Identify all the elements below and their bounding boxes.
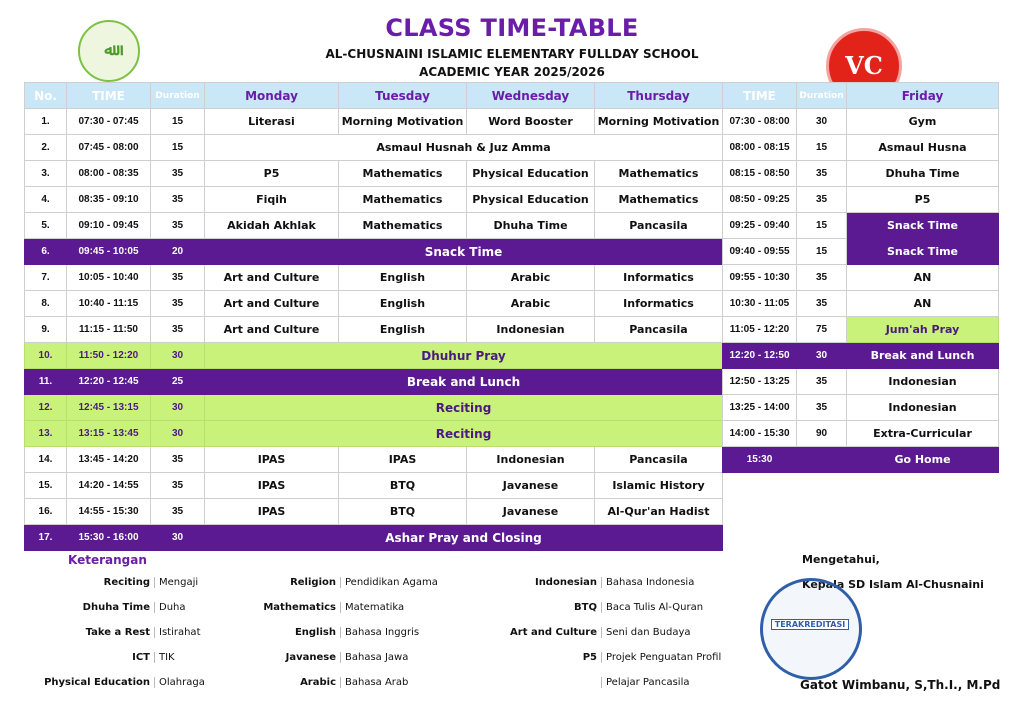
friday-activity: Go Home — [847, 447, 999, 473]
row-duration: 20 — [151, 239, 205, 265]
monday-cell: Akidah Akhlak — [205, 213, 339, 239]
friday-time: 09:55 - 10:30 — [723, 265, 797, 291]
row-time: 15:30 - 16:00 — [67, 525, 151, 551]
friday-duration: 15 — [797, 213, 847, 239]
row-number: 2. — [25, 135, 67, 161]
friday-time: 08:00 - 08:15 — [723, 135, 797, 161]
legend-definition: TIK — [154, 652, 175, 663]
row-duration: 35 — [151, 291, 205, 317]
friday-row — [723, 343, 999, 369]
friday-duration: 15 — [797, 135, 847, 161]
header-no: No. — [25, 83, 67, 109]
table-row — [25, 317, 723, 343]
legend-term: ICT — [132, 652, 150, 663]
school-stamp — [760, 578, 862, 680]
table-row — [25, 499, 723, 525]
row-number: 9. — [25, 317, 67, 343]
row-time: 12:45 - 13:15 — [67, 395, 151, 421]
friday-time: 12:20 - 12:50 — [723, 343, 797, 369]
friday-activity: Snack Time — [847, 213, 999, 239]
legend-definition: Duha — [154, 602, 186, 613]
thursday-cell: Mathematics — [595, 187, 723, 213]
row-duration: 35 — [151, 447, 205, 473]
friday-time: 15:30 — [723, 447, 797, 473]
friday-time: 08:50 - 09:25 — [723, 187, 797, 213]
legend-definition: Olahraga — [154, 677, 205, 688]
row-time: 12:20 - 12:45 — [67, 369, 151, 395]
table-row — [25, 447, 723, 473]
tuesday-cell: English — [339, 317, 467, 343]
principal-name: Gatot Wimbanu, S,Th.I., M.Pd — [800, 678, 1001, 692]
row-duration: 35 — [151, 213, 205, 239]
friday-time: 09:40 - 09:55 — [723, 239, 797, 265]
monday-cell: IPAS — [205, 499, 339, 525]
tuesday-cell: Mathematics — [339, 161, 467, 187]
friday-activity: Jum'ah Pray — [847, 317, 999, 343]
row-activity: Snack Time — [205, 239, 723, 265]
friday-activity: Asmaul Husna — [847, 135, 999, 161]
wednesday-cell: Javanese — [467, 473, 595, 499]
legend-definition: Seni dan Budaya — [601, 627, 691, 638]
friday-time: 12:50 - 13:25 — [723, 369, 797, 395]
logo-text: ﷲ — [104, 40, 114, 59]
timetable-friday — [722, 82, 999, 473]
wednesday-cell: Javanese — [467, 499, 595, 525]
row-number: 15. — [25, 473, 67, 499]
row-duration: 25 — [151, 369, 205, 395]
friday-activity: Extra-Curricular — [847, 421, 999, 447]
header-wednesday: Wednesday — [467, 83, 595, 109]
legend-definition: Projek Penguatan Profil — [601, 652, 721, 663]
row-time: 13:15 - 13:45 — [67, 421, 151, 447]
row-duration: 30 — [151, 395, 205, 421]
legend-definition: Pendidikan Agama — [340, 577, 438, 588]
tuesday-cell: English — [339, 265, 467, 291]
row-time: 13:45 - 14:20 — [67, 447, 151, 473]
friday-row — [723, 421, 999, 447]
table-row — [25, 473, 723, 499]
friday-time: 14:00 - 15:30 — [723, 421, 797, 447]
legend-definition: Bahasa Inggris — [340, 627, 419, 638]
legend-term: Indonesian — [534, 577, 597, 588]
wednesday-cell: Physical Education — [467, 161, 595, 187]
tuesday-cell: Mathematics — [339, 213, 467, 239]
friday-row — [723, 265, 999, 291]
row-number: 3. — [25, 161, 67, 187]
row-duration: 30 — [151, 421, 205, 447]
legend-term: English — [294, 627, 336, 638]
legend-heading: Keterangan — [68, 553, 147, 567]
tuesday-cell: Mathematics — [339, 187, 467, 213]
friday-activity: Break and Lunch — [847, 343, 999, 369]
row-time: 08:00 - 08:35 — [67, 161, 151, 187]
legend-term: BTQ — [574, 602, 597, 613]
row-time: 07:45 - 08:00 — [67, 135, 151, 161]
wednesday-cell: Arabic — [467, 291, 595, 317]
header-friday-duration: Duration — [797, 83, 847, 109]
friday-duration: 15 — [797, 239, 847, 265]
legend-definition: Bahasa Indonesia — [601, 577, 694, 588]
friday-row — [723, 109, 999, 135]
legend-definition: Istirahat — [154, 627, 200, 638]
legend-term: Art and Culture — [510, 627, 597, 638]
friday-row — [723, 317, 999, 343]
row-time: 10:05 - 10:40 — [67, 265, 151, 291]
row-number: 17. — [25, 525, 67, 551]
table-row — [25, 109, 723, 135]
friday-time: 10:30 - 11:05 — [723, 291, 797, 317]
friday-row — [723, 395, 999, 421]
monday-cell: Fiqih — [205, 187, 339, 213]
legend-term: Take a Rest — [85, 627, 150, 638]
wednesday-cell: Indonesian — [467, 317, 595, 343]
legend-term: Javanese — [285, 652, 336, 663]
ack-label: Mengetahui, — [802, 553, 880, 566]
sticker-text: VC — [845, 51, 883, 80]
friday-activity: Dhuha Time — [847, 161, 999, 187]
row-number: 11. — [25, 369, 67, 395]
friday-activity: Gym — [847, 109, 999, 135]
thursday-cell: Informatics — [595, 291, 723, 317]
thursday-cell: Al-Qur'an Hadist — [595, 499, 723, 525]
wednesday-cell: Physical Education — [467, 187, 595, 213]
legend-term: Mathematics — [263, 602, 336, 613]
header-monday: Monday — [205, 83, 339, 109]
row-time: 09:45 - 10:05 — [67, 239, 151, 265]
friday-duration: 35 — [797, 265, 847, 291]
row-number: 7. — [25, 265, 67, 291]
friday-time: 11:05 - 12:20 — [723, 317, 797, 343]
row-duration: 30 — [151, 525, 205, 551]
academic-year: ACADEMIC YEAR 2025/2026 — [419, 65, 605, 79]
row-number: 14. — [25, 447, 67, 473]
legend-definition: Bahasa Jawa — [340, 652, 408, 663]
legend-definition: Mengaji — [154, 577, 198, 588]
header-duration: Duration — [151, 83, 205, 109]
monday-cell: Art and Culture — [205, 317, 339, 343]
row-activity: Reciting — [205, 421, 723, 447]
row-duration: 35 — [151, 265, 205, 291]
table-row — [25, 187, 723, 213]
row-duration: 35 — [151, 473, 205, 499]
friday-row — [723, 291, 999, 317]
friday-duration: 75 — [797, 317, 847, 343]
table-row — [25, 161, 723, 187]
row-number: 13. — [25, 421, 67, 447]
friday-row — [723, 369, 999, 395]
friday-activity: AN — [847, 265, 999, 291]
row-time: 14:55 - 15:30 — [67, 499, 151, 525]
row-duration: 15 — [151, 109, 205, 135]
legend-term: Dhuha Time — [82, 602, 150, 613]
thursday-cell: Morning Motivation — [595, 109, 723, 135]
tuesday-cell: IPAS — [339, 447, 467, 473]
friday-time: 13:25 - 14:00 — [723, 395, 797, 421]
table-row — [25, 421, 723, 447]
table-row — [25, 291, 723, 317]
header-friday-time: TIME — [723, 83, 797, 109]
row-time: 10:40 - 11:15 — [67, 291, 151, 317]
table-row — [25, 395, 723, 421]
friday-duration — [797, 447, 847, 473]
friday-duration: 35 — [797, 369, 847, 395]
table-row — [25, 369, 723, 395]
table-row — [25, 343, 723, 369]
stamp-text: TERAKREDITASI — [771, 619, 849, 630]
thursday-cell: Informatics — [595, 265, 723, 291]
row-duration: 30 — [151, 343, 205, 369]
legend-term: Reciting — [103, 577, 150, 588]
legend-term: P5 — [582, 652, 597, 663]
friday-duration: 35 — [797, 291, 847, 317]
friday-duration: 35 — [797, 395, 847, 421]
row-number: 6. — [25, 239, 67, 265]
row-activity: Reciting — [205, 395, 723, 421]
header-friday: Friday — [847, 83, 999, 109]
row-activity: Asmaul Husnah & Juz Amma — [205, 135, 723, 161]
friday-activity: Indonesian — [847, 395, 999, 421]
row-time: 08:35 - 09:10 — [67, 187, 151, 213]
friday-duration: 35 — [797, 187, 847, 213]
legend-definition: Bahasa Arab — [340, 677, 408, 688]
thursday-cell: Pancasila — [595, 317, 723, 343]
friday-duration: 30 — [797, 343, 847, 369]
row-number: 5. — [25, 213, 67, 239]
monday-cell: Art and Culture — [205, 291, 339, 317]
row-duration: 35 — [151, 161, 205, 187]
monday-cell: P5 — [205, 161, 339, 187]
tuesday-cell: English — [339, 291, 467, 317]
friday-duration: 35 — [797, 161, 847, 187]
thursday-cell: Islamic History — [595, 473, 723, 499]
legend-definition: Baca Tulis Al-Quran — [601, 602, 703, 613]
friday-duration: 90 — [797, 421, 847, 447]
friday-time: 07:30 - 08:00 — [723, 109, 797, 135]
row-number: 16. — [25, 499, 67, 525]
monday-cell: Literasi — [205, 109, 339, 135]
tuesday-cell: Morning Motivation — [339, 109, 467, 135]
header-thursday: Thursday — [595, 83, 723, 109]
row-number: 8. — [25, 291, 67, 317]
friday-duration: 30 — [797, 109, 847, 135]
friday-activity: AN — [847, 291, 999, 317]
row-duration: 35 — [151, 187, 205, 213]
legend-definition: Matematika — [340, 602, 404, 613]
row-time: 11:50 - 12:20 — [67, 343, 151, 369]
row-time: 14:20 - 14:55 — [67, 473, 151, 499]
legend-term: Arabic — [300, 677, 336, 688]
legend-term: Physical Education — [44, 677, 150, 688]
row-number: 12. — [25, 395, 67, 421]
wednesday-cell: Arabic — [467, 265, 595, 291]
row-duration: 15 — [151, 135, 205, 161]
row-number: 10. — [25, 343, 67, 369]
legend-definition: Pelajar Pancasila — [601, 677, 690, 688]
row-activity: Dhuhur Pray — [205, 343, 723, 369]
header-tuesday: Tuesday — [339, 83, 467, 109]
monday-cell: Art and Culture — [205, 265, 339, 291]
table-row — [25, 525, 723, 551]
wednesday-cell: Dhuha Time — [467, 213, 595, 239]
row-number: 4. — [25, 187, 67, 213]
monday-cell: IPAS — [205, 473, 339, 499]
row-time: 07:30 - 07:45 — [67, 109, 151, 135]
row-activity: Ashar Pray and Closing — [205, 525, 723, 551]
friday-row — [723, 135, 999, 161]
header-time: TIME — [67, 83, 151, 109]
tuesday-cell: BTQ — [339, 499, 467, 525]
wednesday-cell: Indonesian — [467, 447, 595, 473]
monday-cell: IPAS — [205, 447, 339, 473]
friday-activity: P5 — [847, 187, 999, 213]
friday-row — [723, 161, 999, 187]
thursday-cell: Mathematics — [595, 161, 723, 187]
table-row — [25, 135, 723, 161]
page-title: CLASS TIME-TABLE — [385, 14, 639, 42]
tuesday-cell: BTQ — [339, 473, 467, 499]
row-duration: 35 — [151, 317, 205, 343]
row-time: 09:10 - 09:45 — [67, 213, 151, 239]
friday-activity: Indonesian — [847, 369, 999, 395]
friday-row — [723, 213, 999, 239]
table-row — [25, 213, 723, 239]
friday-time: 08:15 - 08:50 — [723, 161, 797, 187]
wednesday-cell: Word Booster — [467, 109, 595, 135]
friday-row — [723, 239, 999, 265]
friday-row — [723, 447, 999, 473]
row-duration: 35 — [151, 499, 205, 525]
table-row — [25, 239, 723, 265]
table-row — [25, 265, 723, 291]
row-time: 11:15 - 11:50 — [67, 317, 151, 343]
thursday-cell: Pancasila — [595, 213, 723, 239]
row-activity: Break and Lunch — [205, 369, 723, 395]
thursday-cell: Pancasila — [595, 447, 723, 473]
friday-activity: Snack Time — [847, 239, 999, 265]
timetable-main — [24, 82, 723, 551]
row-number: 1. — [25, 109, 67, 135]
principal-role: Kepala SD Islam Al-Chusnaini — [802, 578, 984, 591]
friday-time: 09:25 - 09:40 — [723, 213, 797, 239]
school-name: AL-CHUSNAINI ISLAMIC ELEMENTARY FULLDAY SCHOOL — [325, 47, 699, 61]
friday-row — [723, 187, 999, 213]
legend-term: Religion — [290, 577, 336, 588]
